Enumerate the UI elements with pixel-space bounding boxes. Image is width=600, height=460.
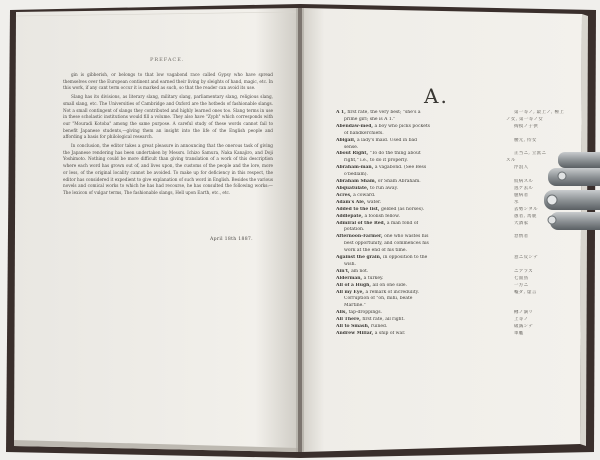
- dictionary-entry: [336, 117, 568, 124]
- entry-japanese-gloss: 大酒家: [514, 220, 529, 226]
- preface-paragraph: Slang has its divisions, as literary slang, military slang, parliamentary slang, religious slang, small slang, etc. The Universities of Cambridge and Oxford are the hotbeds of fashionable slangs. Not a small contingent of slangs they contributed and highly learned ones too. Slang terms in use in these scholastic institutions would fill a volume. They also have "Zyph" which corresponds with our "Mouradi Kotoba" among the same purpose. A careful study of these words cannot fail to benefit Japanese students,—giving them an insight into the life of the English people and affording a basis for philological research.: [63, 94, 273, 140]
- dictionary-entry: [336, 331, 568, 338]
- dictionary-entry: [336, 262, 568, 269]
- entry-definition: a ship of war.: [374, 331, 406, 336]
- entry-japanese-gloss: ノ女, 第一等ノ女: [506, 116, 544, 122]
- entry-definition: ruined.: [371, 324, 388, 330]
- entry-japanese-gloss: 意ニ反シテ: [514, 255, 538, 261]
- dictionary-entry: [336, 221, 568, 228]
- dictionary-entry: [336, 317, 568, 324]
- dictionary-entry: [336, 158, 568, 165]
- entry-definition: best opportunity, and commences his: [344, 241, 429, 247]
- entry-definition: water.: [367, 199, 382, 205]
- dictionary-entry: [336, 296, 568, 303]
- entry-japanese-gloss: 愚者, 馬鹿: [514, 213, 537, 219]
- entry-japanese-gloss: 水: [514, 199, 519, 205]
- left-running-head: PREFACE.: [150, 57, 185, 63]
- dictionary-entry: [336, 269, 568, 276]
- entry-headword: All to Smash,: [336, 324, 371, 330]
- preface-date: April 18th 1887.: [210, 237, 253, 242]
- dictionary-entry: [336, 200, 568, 207]
- dictionary-entry: [336, 193, 568, 200]
- dictionary-entry: [336, 165, 568, 172]
- entry-japanese-gloss: 去勢シタル: [514, 206, 538, 212]
- dictionary-entry: [336, 324, 568, 331]
- entry-japanese-gloss: 七面鳥: [514, 275, 529, 281]
- entry-definition: gelded (as horses).: [380, 206, 425, 212]
- entry-headword: All of a Hugh,: [336, 282, 373, 288]
- entry-definition: first rate, all right.: [362, 317, 405, 323]
- dictionary-entry: [336, 138, 568, 145]
- entry-definition: sense.: [344, 144, 359, 150]
- entry-japanese-gloss: 掏摸ノ子供: [514, 123, 538, 129]
- dictionary-entry: [336, 124, 568, 131]
- entry-definition: a coward.: [353, 192, 376, 198]
- preface-paragraph: gin is gibberish, or belongs to that low vagabond race called Gypsy who have spread themselves over the European continent and earned their living by sleights of hand, magic, etc. In this work, if any cant term occur it is marked as such, so that the reader can avoid its use.: [63, 72, 273, 91]
- entry-headword: Andrew Millar,: [336, 331, 375, 336]
- entry-japanese-gloss: 軍艦: [514, 331, 524, 336]
- entry-definition: prime girl; she is A 1.": [344, 116, 396, 122]
- entry-japanese-gloss: 仮病スル: [514, 179, 534, 185]
- dictionary-entry: [336, 248, 568, 255]
- dictionary-entry: [336, 131, 568, 138]
- dictionary-entry: [336, 110, 568, 117]
- entry-headword: A 1,: [336, 110, 348, 115]
- dictionary-entry: [336, 255, 568, 262]
- dictionary-entry: [336, 227, 568, 234]
- entry-japanese-gloss: 怠惰者: [514, 234, 529, 240]
- entry-headword: Alls,: [336, 310, 349, 316]
- dictionary-entry: [336, 283, 568, 290]
- entry-definition: a turkey.: [363, 275, 384, 281]
- entry-headword: Admiral of the Red,: [336, 220, 387, 226]
- dictionary-entry: [336, 241, 568, 248]
- entry-japanese-gloss: 上等ノ: [514, 317, 529, 323]
- entry-headword: Abendaw-med,: [336, 123, 375, 129]
- entry-definition: Corruption of "oh, mihi, beate: [344, 296, 413, 302]
- entry-japanese-gloss: 一方ニ: [514, 282, 529, 288]
- entry-headword: Ain't,: [336, 268, 352, 274]
- entry-headword: Added to the list,: [336, 206, 381, 212]
- dictionary-entry: [336, 186, 568, 193]
- entry-japanese-gloss: ニアラズ: [514, 268, 534, 274]
- entry-definition: o'bedlam).: [344, 172, 368, 178]
- entry-japanese-gloss: スル: [506, 158, 516, 164]
- entry-headword: About Right,: [336, 151, 370, 157]
- entry-definition: all on one side.: [372, 282, 407, 288]
- entry-definition: tap-droppings.: [348, 310, 382, 316]
- entry-japanese-gloss: 逃ゲ去ル: [514, 185, 534, 191]
- entry-definition: first rate, the very best; "she's a: [347, 110, 421, 115]
- dictionary-entry: [336, 172, 568, 179]
- dictionary-entries: [336, 110, 568, 338]
- entry-japanese-gloss: 嘘ダ, 虚言: [514, 289, 537, 295]
- entry-japanese-gloss: 浮浪人: [514, 165, 529, 171]
- dictionary-entry: [336, 207, 568, 214]
- entry-definition: Martine.": [344, 303, 366, 309]
- entry-definition: in opposition to the: [383, 255, 428, 261]
- dictionary-entry: [336, 179, 568, 186]
- entry-definition: a foolish fellow.: [364, 213, 400, 219]
- entry-definition: work at the end of his time.: [344, 248, 407, 254]
- entry-definition: a lady's maid. Used in bad: [356, 137, 418, 143]
- entry-definition: potation.: [344, 227, 365, 233]
- entry-japanese-gloss: 正当ニ, 立派ニ: [514, 151, 547, 157]
- entry-definition: a boy who picks pockets: [374, 123, 430, 129]
- entry-definition: "To do the thing about: [369, 151, 421, 157]
- entry-headword: Acres,: [336, 192, 354, 198]
- entry-headword: Abquatulate,: [336, 185, 371, 191]
- dictionary-entry: [336, 234, 568, 241]
- entry-headword: Abraham-man,: [336, 165, 375, 171]
- entry-definition: or Sham Abraham.: [377, 179, 421, 185]
- entry-japanese-gloss: 破滅シテ: [514, 324, 534, 330]
- dictionary-entry: [336, 145, 568, 152]
- entry-definition: right," i.e., to do it properly.: [344, 158, 408, 164]
- dictionary-entry: [336, 290, 568, 297]
- entry-headword: Abigail,: [336, 137, 357, 143]
- entry-headword: Afternoon-Farmer,: [336, 234, 385, 240]
- entry-definition: wish.: [344, 261, 356, 267]
- preface-paragraph: In conclusion, the editor takes a great pleasure in announcing that the onerous task of giving the Japanese rendering has been undertaken by Messrs. Ichizo Samura, Naka Kanajiro, and Doji Yoshimoto. Nothing could be more difficult than giving translation of a work of this description where each word has grown out of, and lives upon, the customs of the people and the lore, more or less, of the original locality cannot be avoided. To make up for deficiency in this respect, the editor has considered it expedient to give explanation of such word in English. Besides the various novels and comical works to which he has had recourse, he has consulted the following works:—The lexicon of vulgar terms, The fashionable slangs, Hell upon Earth, etc., etc.: [63, 143, 273, 195]
- section-letter-heading: A.: [424, 84, 449, 108]
- entry-definition: of handkerchiefs.: [344, 130, 384, 136]
- entry-headword: Abraham Sham,: [336, 179, 378, 185]
- entry-japanese-gloss: 樽ノ滴リ: [514, 310, 534, 316]
- dictionary-entry: [336, 276, 568, 283]
- entry-definition: to run away.: [370, 185, 398, 191]
- entry-headword: Addlepate,: [336, 213, 365, 219]
- entry-japanese-gloss: 第一等ノ, 最上ノ, 極上: [514, 110, 565, 115]
- entry-headword: Alderman,: [336, 275, 364, 281]
- entry-definition: a man fond of: [386, 220, 419, 226]
- entry-headword: All There,: [336, 317, 363, 323]
- entry-headword: All my Eye,: [336, 289, 366, 295]
- entry-definition: a remark of incredulity.: [365, 289, 419, 295]
- entry-definition: a vagabond. (See Bess: [374, 165, 427, 171]
- dictionary-entry: [336, 310, 568, 317]
- dictionary-entry: [336, 214, 568, 221]
- dictionary-entry: [336, 303, 568, 310]
- dictionary-entry: [336, 151, 568, 158]
- entry-japanese-gloss: 腰元, 侍女: [514, 137, 537, 143]
- entry-japanese-gloss: 臆病者: [514, 192, 529, 198]
- entry-definition: one who wastes his: [384, 234, 429, 240]
- entry-headword: Adam's Ale,: [336, 199, 367, 205]
- entry-definition: am not.: [351, 268, 369, 274]
- preface-body: [63, 72, 273, 199]
- entry-headword: Against the grain,: [336, 255, 384, 261]
